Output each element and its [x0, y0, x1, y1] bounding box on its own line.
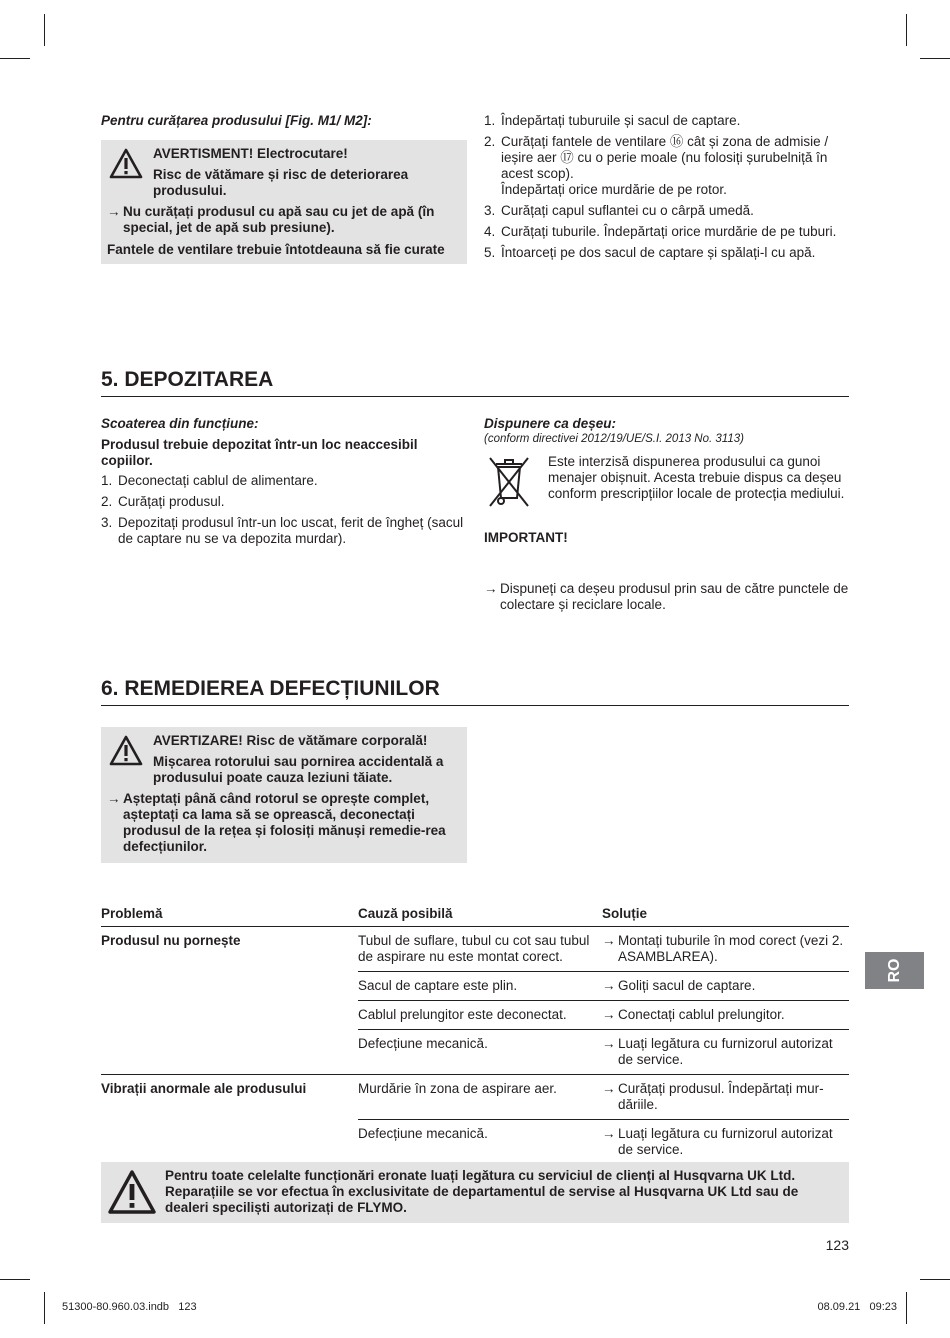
table-header-row: [101, 903, 849, 927]
warning-instruction-text: Nu curățați produsul cu apă sau cu jet de apă (în special, jet de apă sub presiune).: [123, 204, 435, 235]
arrow-icon: →: [602, 1126, 616, 1141]
electrocution-warning-box: [101, 140, 467, 264]
list-item: 5. Întoarceți pe dos sacul de captare și spălați-l cu apă.: [484, 245, 816, 260]
arrow-icon: →: [602, 1036, 616, 1051]
list-item: 2. Curățați produsul.: [101, 494, 225, 509]
column-header: Cauză posibilă: [358, 903, 602, 927]
arrow-icon: →: [602, 933, 616, 948]
disposal-title: Dispunere ca deșeu:: [484, 416, 617, 431]
solution-cell: → Montați tuburile în mod corect (vezi 2. ASAMBLAREA).: [602, 927, 849, 972]
crop-mark: [920, 58, 950, 59]
warning-title: AVERTIZARE! Risc de vătămare corporală!: [153, 733, 428, 748]
disposal-text: Este interzisă dispunerea produsului ca gunoi menajer obișnuit. Acesta trebuie dispus ca deșeu conform prescripțiilor locale de protecția mediului.: [548, 454, 845, 501]
disposal-subtitle: (conform directivei 2012/19/UE/S.I. 2013 No. 3113): [484, 433, 744, 445]
warning-instruction: [107, 204, 473, 236]
problem-cell: Produsul nu pornește: [101, 927, 358, 1075]
cleaning-steps: [484, 113, 850, 261]
list-item: 3. Depozitați produsul într-un loc uscat, ferit de îngheț (sacul de captare nu se va depozita murdar).: [101, 515, 464, 546]
injury-warning-box: [101, 727, 467, 863]
list-item: 2. Curățați fantele de ventilare ⑯ cât și zona de admisie / ieșire aer ⑰ cu o perie moale (nu folosiți șurubelniță în acest scop). Îndepărtați orice murdărie de pe rotor.: [484, 134, 829, 197]
list-item: 4. Curățați tuburile. Îndepărtați orice murdărie de pe tuburi.: [484, 224, 837, 239]
problem-cell: Vibrații anormale ale produsului: [101, 1075, 358, 1165]
language-tab: [865, 952, 924, 989]
crop-mark: [906, 1292, 907, 1324]
crop-mark: [0, 1279, 30, 1280]
service-note-box: [101, 1162, 849, 1223]
important-instruction: [484, 581, 862, 613]
table-row: [101, 927, 849, 972]
solution-cell: → Curățați produsul. Îndepărtați mur-dăriile.: [602, 1075, 849, 1120]
storage-heading: 5. DEPOZITAREA: [101, 367, 849, 397]
table-row: [101, 1075, 849, 1120]
troubleshooting-table: [101, 903, 849, 1164]
warning-risk: Mișcarea rotorului sau pornirea accidentală a produsului poate cauza leziuni tăiate.: [153, 754, 444, 785]
crop-mark: [44, 14, 45, 46]
storage-steps: [101, 473, 467, 547]
cleaning-right-column: [484, 113, 850, 266]
warning-triangle-icon: [107, 1169, 157, 1215]
cause-cell: Tubul de suflare, tubul cu cot sau tubul de aspirare nu este montat corect.: [358, 927, 602, 972]
cause-cell: Murdărie în zona de aspirare aer.: [358, 1075, 602, 1120]
solution-cell: → Goliți sacul de captare.: [602, 972, 849, 1001]
crop-mark: [906, 14, 907, 46]
arrow-icon: →: [484, 581, 498, 596]
warning-instruction: [107, 791, 473, 855]
cause-cell: Cablul prelungitor este deconectat.: [358, 1001, 602, 1030]
decommission-note: Produsul trebuie depozitat într-un loc neaccesibil copiilor.: [101, 437, 418, 468]
cause-cell: Defecțiune mecanică.: [358, 1126, 488, 1141]
arrow-icon: →: [602, 1081, 616, 1096]
warning-footer: Fantele de ventilare trebuie întotdeauna să fie curate: [107, 242, 445, 257]
cause-cell: Defecțiune mecanică.: [358, 1036, 488, 1051]
cleaning-left-column: [101, 113, 467, 129]
footer-date-info: 08.09.21 09:23: [817, 1301, 897, 1313]
warning-instruction-text: Așteptați până când rotorul se oprește complet, așteptați ca lama să se oprească, deconectați produsul de la rețea și folosiți mănuși remedie-rea defecțiunilor.: [123, 791, 446, 854]
solution-cell: → Conectați cablul prelungitor.: [602, 1001, 849, 1030]
troubleshooting-heading: 6. REMEDIEREA DEFECȚIUNILOR: [101, 676, 849, 706]
service-note-text: Pentru toate celelalte funcționări eronate luați legătura cu serviciul de clienți al Husqvarna UK Ltd. Reparațiile se vor efectua în exclusivitate de departamentul de servise al Husqvarna UK Ltd sau de dealeri speciliști autorizați de FLYMO.: [165, 1168, 799, 1215]
crossed-out-wheelie-bin-icon: [486, 454, 532, 508]
page-number: 123: [825, 1237, 849, 1253]
important-label: IMPORTANT!: [484, 530, 568, 545]
decommission-title: Scoaterea din funcțiune:: [101, 416, 259, 431]
crop-mark: [44, 1292, 45, 1324]
warning-triangle-icon: [109, 735, 143, 766]
arrow-icon: →: [602, 1007, 616, 1022]
solution-cell: → Luați legătura cu furnizorul autorizat de service.: [602, 1036, 833, 1067]
crop-mark: [0, 58, 30, 59]
column-header: Soluție: [602, 903, 849, 927]
cause-cell: Sacul de captare este plin.: [358, 972, 602, 1001]
warning-triangle-icon: [109, 148, 143, 179]
storage-right-column: [484, 416, 850, 612]
footer-file-info: 51300-80.960.03.indb 123: [62, 1301, 197, 1313]
column-header: Problemă: [101, 903, 358, 927]
important-text: Dispuneți ca deșeu produsul prin sau de către punctele de colectare și reciclare locale.: [500, 581, 849, 612]
warning-title: AVERTISMENT! Electrocutare!: [153, 146, 348, 161]
crop-mark: [920, 1279, 950, 1280]
solution-cell: → Luați legătura cu furnizorul autorizat de service.: [602, 1126, 833, 1157]
list-item: 3. Curățați capul suflantei cu o cârpă umedă.: [484, 203, 754, 218]
list-item: 1. Deconectați cablul de alimentare.: [101, 473, 318, 488]
list-item: 1. Îndepărtați tuburuile și sacul de captare.: [484, 113, 741, 128]
warning-risk: Risc de vătămare și risc de deteriorarea produsului.: [153, 167, 409, 198]
storage-left-column: [101, 416, 467, 552]
arrow-icon: →: [107, 204, 121, 219]
cleaning-lead: Pentru curățarea produsului [Fig. M1/ M2]:: [101, 113, 372, 128]
arrow-icon: →: [602, 978, 616, 993]
arrow-icon: →: [107, 791, 121, 806]
language-tab-label: RO: [886, 958, 903, 983]
